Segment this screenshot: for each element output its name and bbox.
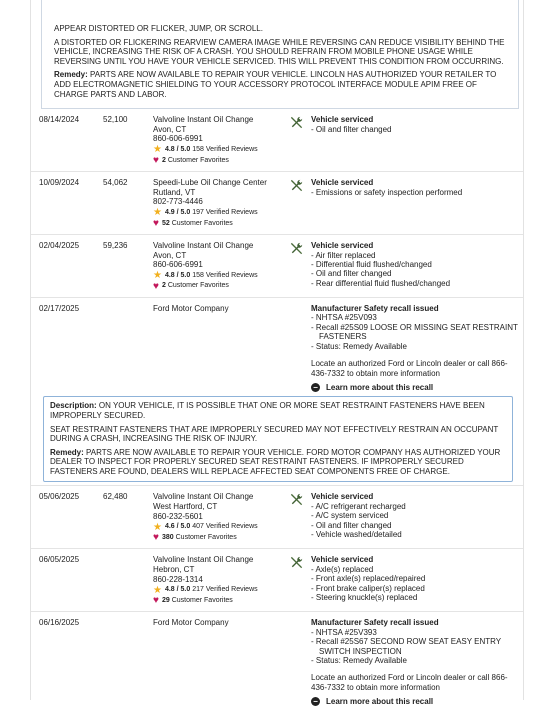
favorites-label: Customer Favorites	[175, 533, 237, 541]
shop-phone: 860-606-6991	[153, 260, 203, 270]
recall-row	[31, 298, 523, 396]
record-odometer: 52,100	[103, 115, 128, 125]
recall-remedy: Remedy: PARTS ARE NOW AVAILABLE TO REPAIR YOUR VEHICLE. LINCOLN HAS AUTHORIZED YOUR RETAILER TO ADD ELECTROMAGNETIC SHIELDING TO YOUR ACCESSORY PROTOCOL INTERFACE MODULE APIM FREE OF CHARGE PARTS AND LABOR.	[54, 70, 497, 99]
minus-circle-icon: −	[311, 697, 320, 706]
recall-row	[31, 612, 523, 712]
shop-name[interactable]: Valvoline Instant Oil Change	[153, 555, 254, 565]
customer-favorites	[153, 596, 281, 606]
favorites-label: Customer Favorites	[171, 219, 233, 227]
favorites-label: Customer Favorites	[167, 282, 229, 290]
rating-value: 4.9 / 5.0	[164, 208, 191, 216]
record-title: Vehicle serviced	[311, 241, 374, 251]
favorites-count: 2	[161, 282, 166, 290]
service-item: - Air filter replaced	[311, 250, 376, 260]
service-item: - Front axle(s) replaced/repaired	[311, 574, 426, 584]
service-record-row	[31, 235, 523, 298]
wrench-screwdriver-icon	[281, 241, 311, 291]
record-title: Manufacturer Safety recall issued	[311, 304, 439, 314]
learn-more-label: Learn more about this recall	[326, 697, 434, 707]
recall-item: - Recall #25S09 LOOSE OR MISSING SEAT RESTRAINT	[311, 322, 518, 332]
record-details	[311, 618, 521, 706]
record-details	[311, 178, 521, 228]
record-source	[153, 555, 281, 605]
wrench-screwdriver-icon	[281, 492, 311, 542]
recall-item: FASTENERS	[319, 332, 367, 342]
review-count[interactable]: 158 Verified Reviews	[192, 145, 258, 153]
recall-consequence: SEAT RESTRAINT FASTENERS THAT ARE IMPROPERLY SECURED MAY NOT EFFECTIVELY RESTRAIN AN OCCUPANT DURING A CRASH, INCREASING THE RISK OF INJURY.	[50, 424, 499, 444]
record-icon-slot	[281, 304, 311, 392]
heart-icon: ♥	[153, 532, 159, 544]
record-date: 06/16/2025	[39, 618, 80, 628]
service-item: - Oil and filter changed	[311, 520, 392, 530]
record-odometer	[103, 304, 153, 392]
shop-rating	[153, 271, 281, 281]
record-details	[311, 555, 521, 605]
shop-city: Hebron, CT	[153, 565, 195, 575]
shop-city: Avon, CT	[153, 124, 187, 134]
service-items	[311, 502, 521, 540]
record-odometer	[103, 555, 153, 605]
heart-icon: ♥	[153, 280, 159, 292]
wrench-screwdriver-icon	[281, 178, 311, 228]
service-item: - A/C system serviced	[311, 511, 389, 521]
service-record-row	[31, 172, 523, 235]
record-details	[311, 304, 521, 392]
shop-rating	[153, 522, 281, 532]
locate-dealer-text: Locate an authorized Ford or Lincoln dealer or call 866-436-7332 to obtain more information	[311, 673, 508, 692]
shop-city: Avon, CT	[153, 250, 187, 260]
vehicle-history-page	[30, 0, 524, 707]
wrench-screwdriver-icon	[281, 555, 311, 605]
learn-more-label: Learn more about this recall	[326, 382, 434, 392]
record-title: Vehicle serviced	[311, 555, 374, 565]
shop-name[interactable]: Valvoline Instant Oil Change	[153, 115, 254, 125]
heart-icon: ♥	[153, 217, 159, 229]
service-item: - Vehicle washed/detailed	[311, 530, 402, 540]
record-details	[311, 492, 521, 542]
wrench-screwdriver-icon	[281, 115, 311, 165]
customer-favorites	[153, 533, 281, 543]
shop-name[interactable]: Valvoline Instant Oil Change	[153, 492, 254, 502]
minus-circle-icon: −	[311, 383, 320, 392]
service-item: - Steering knuckle(s) replaced	[311, 593, 418, 603]
review-count[interactable]: 197 Verified Reviews	[192, 208, 258, 216]
customer-favorites	[153, 281, 281, 291]
service-items	[311, 251, 521, 289]
record-source: Ford Motor Company	[153, 304, 229, 314]
favorites-count: 2	[161, 156, 166, 164]
record-title: Manufacturer Safety recall issued	[311, 618, 439, 628]
record-title: Vehicle serviced	[311, 115, 374, 125]
recall-description: Description: ON YOUR VEHICLE, IT IS POSSIBLE THAT ONE OR MORE SEAT RESTRAINT FASTENERS HAVE BEEN IMPROPERLY SECURED.	[50, 401, 485, 420]
record-source	[153, 492, 281, 542]
rating-value: 4.8 / 5.0	[164, 145, 191, 153]
record-date: 08/14/2024	[39, 115, 80, 125]
star-icon: ★	[153, 270, 162, 282]
favorites-count: 29	[161, 596, 170, 604]
service-record-row	[31, 486, 523, 549]
service-item: - Oil and filter changed	[311, 124, 392, 134]
record-date: 05/06/2025	[39, 492, 80, 502]
service-items	[311, 188, 521, 197]
record-date: 02/04/2025	[39, 241, 80, 251]
review-count[interactable]: 158 Verified Reviews	[192, 271, 258, 279]
shop-name[interactable]: Valvoline Instant Oil Change	[153, 241, 254, 251]
record-source: Ford Motor Company	[153, 618, 229, 628]
record-date: 10/09/2024	[39, 178, 80, 188]
recall-item: - NHTSA #25V393	[311, 627, 377, 637]
heart-icon: ♥	[153, 154, 159, 166]
service-items	[311, 125, 521, 134]
heart-icon: ♥	[153, 595, 159, 607]
recall-item: - Status: Remedy Available	[311, 656, 407, 666]
review-count[interactable]: 407 Verified Reviews	[192, 523, 258, 531]
recall-item: - NHTSA #25V093	[311, 313, 377, 323]
shop-city: West Hartford, CT	[153, 502, 218, 512]
recall-item: SWITCH INSPECTION	[319, 646, 402, 656]
star-icon: ★	[153, 144, 162, 156]
record-source	[153, 178, 281, 228]
record-title: Vehicle serviced	[311, 492, 374, 502]
service-record-row	[31, 109, 523, 172]
record-icon-slot	[281, 618, 311, 706]
service-record-row	[31, 549, 523, 612]
learn-more-recall-link[interactable]	[311, 697, 521, 706]
shop-name[interactable]: Speedi-Lube Oil Change Center	[153, 178, 267, 188]
rating-value: 4.6 / 5.0	[164, 523, 191, 531]
shop-rating	[153, 145, 281, 155]
shop-phone: 802-773-4446	[153, 197, 203, 207]
service-item: - Emissions or safety inspection performed	[311, 187, 463, 197]
shop-phone: 860-606-6991	[153, 134, 203, 144]
record-details	[311, 241, 521, 291]
record-details	[311, 115, 521, 165]
favorites-label: Customer Favorites	[171, 596, 233, 604]
favorites-label: Customer Favorites	[167, 156, 229, 164]
shop-city: Rutland, VT	[153, 187, 196, 197]
recall-remedy: Remedy: PARTS ARE NOW AVAILABLE TO REPAIR YOUR VEHICLE. FORD MOTOR COMPANY HAS AUTHORIZED YOUR DEALER TO INSPECT FOR PROPERLY SECURED SEAT RESTRAINT FASTENERS. IF IMPROPERLY SECURED FASTENERS ARE FOUND, DEALERS WILL REPLACE AFFECTED SEAT COMPONENTS FREE OF CHARGE.	[50, 447, 501, 476]
star-icon: ★	[153, 584, 162, 596]
recall-item: - Recall #25S67 SECOND ROW SEAT EASY ENTRY	[311, 637, 502, 647]
record-odometer: 54,062	[103, 178, 128, 188]
service-items	[311, 565, 521, 603]
shop-rating	[153, 585, 281, 595]
record-odometer: 59,236	[103, 241, 128, 251]
record-date: 06/05/2025	[39, 555, 80, 565]
recall-consequence: A DISTORTED OR FLICKERING REARVIEW CAMERA IMAGE WHILE REVERSING CAN REDUCE VISIBILITY BEHIND THE VEHICLE, INCREASING THE RISK OF A CRASH. YOU SHOULD REFRAIN FROM MOBILE PHONE USAGE WHILE REVERSING UNTIL YOU HAVE YOUR VEHICLE SERVICED. THIS WILL PREVENT THIS CONDITION FROM OCCURRING.	[54, 37, 505, 66]
favorites-count: 380	[161, 533, 174, 541]
record-source	[153, 241, 281, 291]
star-icon: ★	[153, 521, 162, 533]
record-odometer	[103, 618, 153, 706]
rating-value: 4.8 / 5.0	[164, 271, 191, 279]
service-item: - Oil and filter changed	[311, 269, 392, 279]
record-source	[153, 115, 281, 165]
service-item: - Front brake caliper(s) replaced	[311, 583, 425, 593]
shop-rating	[153, 208, 281, 218]
service-item: - Rear differential fluid flushed/changed	[311, 278, 451, 288]
recall-item: - Status: Remedy Available	[311, 341, 407, 351]
learn-more-recall-link[interactable]	[311, 383, 521, 392]
service-item: - Axle(s) replaced	[311, 564, 374, 574]
record-title: Vehicle serviced	[311, 178, 374, 188]
record-odometer: 62,480	[103, 492, 128, 502]
review-count[interactable]: 217 Verified Reviews	[192, 586, 258, 594]
recall-text-line: APPEAR DISTORTED OR FLICKER, JUMP, OR SCROLL.	[54, 24, 263, 33]
customer-favorites	[153, 219, 281, 229]
shop-phone: 860-232-5601	[153, 511, 203, 521]
service-item: - A/C refrigerant recharged	[311, 501, 406, 511]
rating-value: 4.8 / 5.0	[164, 586, 191, 594]
locate-dealer-text: Locate an authorized Ford or Lincoln dealer or call 866-436-7332 to obtain more information	[311, 359, 508, 378]
recall-details-expanded	[43, 396, 513, 482]
record-date: 02/17/2025	[39, 304, 80, 314]
favorites-count: 52	[161, 219, 170, 227]
customer-favorites	[153, 156, 281, 166]
recall-details-top	[41, 0, 519, 109]
star-icon: ★	[153, 207, 162, 219]
service-item: - Differential fluid flushed/changed	[311, 259, 432, 269]
shop-phone: 860-228-1314	[153, 574, 203, 584]
